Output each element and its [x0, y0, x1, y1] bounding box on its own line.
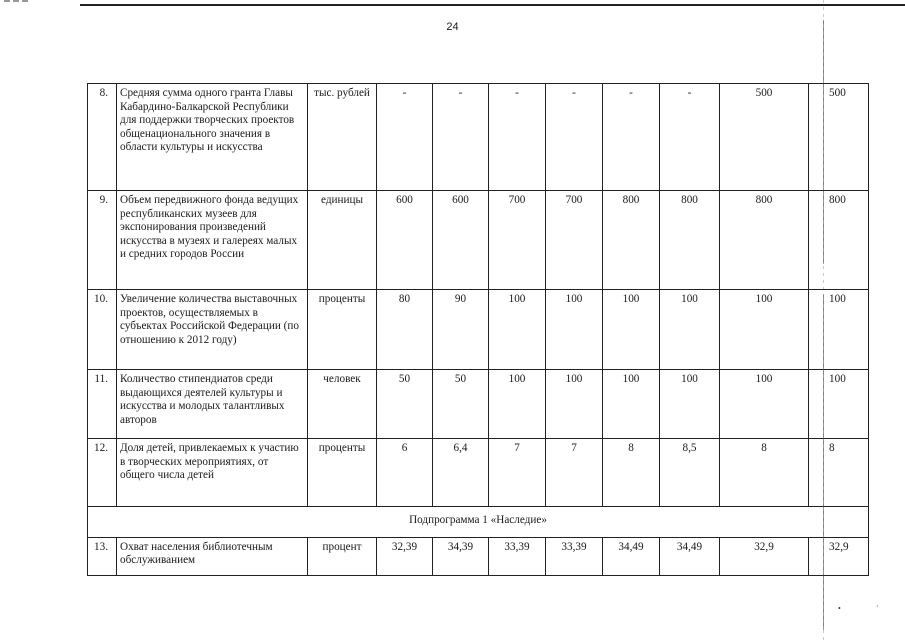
row-number: 8. [88, 84, 117, 191]
page-number: 24 [446, 21, 459, 33]
indicator-name: Количество стипендиатов среди выдающихся деятелей культуры и искусства и молодых талантливых авторов [117, 370, 308, 439]
value-cell: - [489, 84, 546, 191]
value-cell: 700 [546, 191, 603, 290]
value-cell: 800 [720, 191, 809, 290]
value-cell: 100 [809, 290, 869, 370]
unit-cell: тыс. рублей [308, 84, 377, 191]
value-cell: 32,9 [720, 537, 809, 575]
value-cell: 100 [720, 290, 809, 370]
value-cell: 32,9 [809, 537, 869, 575]
scan-speck: · [876, 602, 879, 611]
row-number: 11. [88, 370, 117, 439]
table-row [88, 290, 869, 370]
unit-cell: проценты [308, 439, 377, 507]
indicator-name: Средняя сумма одного гранта Главы Кабардино-Балкарской Республики для поддержки творческих проектов общенационального значения в области культуры и искусства [117, 84, 308, 191]
table-row [88, 537, 869, 575]
value-cell: 100 [489, 290, 546, 370]
value-cell: 100 [720, 370, 809, 439]
indicators-table [87, 83, 869, 576]
value-cell: - [603, 84, 660, 191]
table-row [88, 370, 869, 439]
scan-speck: • [838, 604, 841, 613]
value-cell: 33,39 [489, 537, 546, 575]
subprogram-header-row [88, 507, 869, 538]
value-cell: 100 [546, 370, 603, 439]
unit-cell: единицы [308, 191, 377, 290]
value-cell: 6 [377, 439, 433, 507]
row-number: 13. [88, 537, 117, 575]
value-cell: 100 [603, 370, 660, 439]
value-cell: 33,39 [546, 537, 603, 575]
value-cell: 500 [720, 84, 809, 191]
value-cell: 34,39 [433, 537, 489, 575]
subprogram-title: Подпрограмма 1 «Наследие» [88, 507, 869, 538]
unit-cell: проценты [308, 290, 377, 370]
value-cell: 50 [433, 370, 489, 439]
value-cell: 100 [809, 370, 869, 439]
value-cell: 100 [660, 370, 720, 439]
row-number: 12. [88, 439, 117, 507]
unit-cell: процент [308, 537, 377, 575]
scan-corner-mark [4, 0, 28, 5]
value-cell: 8 [720, 439, 809, 507]
row-number: 10. [88, 290, 117, 370]
unit-cell: человек [308, 370, 377, 439]
top-rule [80, 4, 905, 6]
indicator-name: Доля детей, привлекаемых к участию в творческих мероприятиях, от общего числа детей [117, 439, 308, 507]
value-cell: - [546, 84, 603, 191]
value-cell: 8 [603, 439, 660, 507]
value-cell: 800 [809, 191, 869, 290]
value-cell: 8 [809, 439, 869, 507]
value-cell: 100 [546, 290, 603, 370]
indicator-name: Увеличение количества выставочных проектов, осуществляемых в субъектах Российской Федерации (по отношению к 2012 году) [117, 290, 308, 370]
value-cell: - [433, 84, 489, 191]
value-cell: 100 [603, 290, 660, 370]
value-cell: 6,4 [433, 439, 489, 507]
table-row [88, 191, 869, 290]
value-cell: 7 [489, 439, 546, 507]
value-cell: 600 [377, 191, 433, 290]
table-row [88, 84, 869, 191]
table-body [88, 84, 869, 576]
value-cell: - [377, 84, 433, 191]
indicator-name: Охват населения библиотечным обслуживанием [117, 537, 308, 575]
row-number: 9. [88, 191, 117, 290]
indicator-name: Объем передвижного фонда ведущих республиканских музеев для экспонирования произведений искусства в музеях и галереях малых и средних городов России [117, 191, 308, 290]
value-cell: - [660, 84, 720, 191]
value-cell: 32,39 [377, 537, 433, 575]
value-cell: 500 [809, 84, 869, 191]
value-cell: 8,5 [660, 439, 720, 507]
value-cell: 50 [377, 370, 433, 439]
value-cell: 100 [660, 290, 720, 370]
value-cell: 800 [660, 191, 720, 290]
value-cell: 90 [433, 290, 489, 370]
value-cell: 600 [433, 191, 489, 290]
scan-artifact-line [823, 20, 824, 630]
value-cell: 80 [377, 290, 433, 370]
table-row [88, 439, 869, 507]
value-cell: 34,49 [660, 537, 720, 575]
value-cell: 700 [489, 191, 546, 290]
value-cell: 800 [603, 191, 660, 290]
value-cell: 7 [546, 439, 603, 507]
value-cell: 34,49 [603, 537, 660, 575]
value-cell: 100 [489, 370, 546, 439]
